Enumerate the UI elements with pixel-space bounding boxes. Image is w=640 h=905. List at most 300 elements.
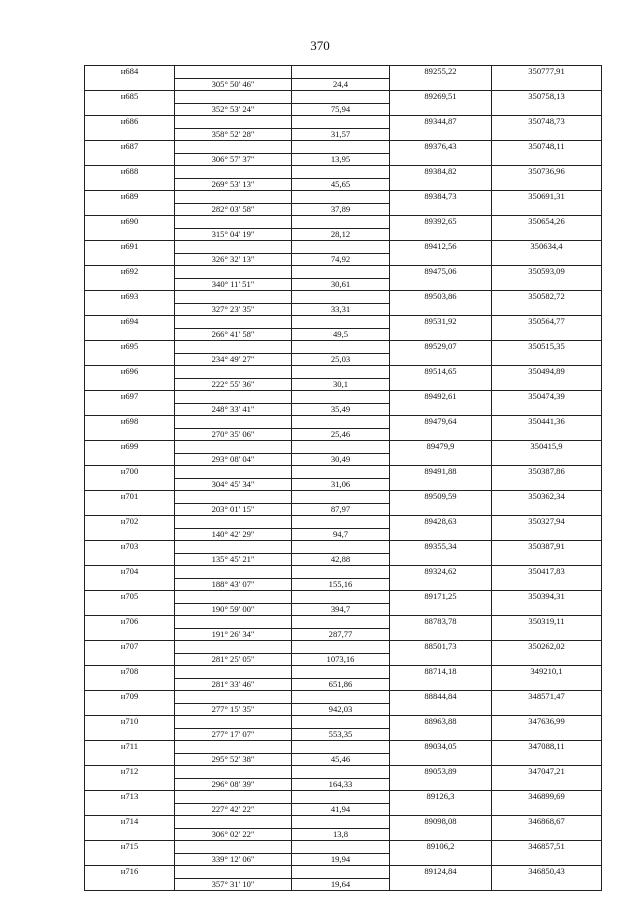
segment-row	[85, 553, 602, 566]
x-coordinate-cell: 89529,07	[390, 341, 492, 354]
empty-cell	[390, 228, 492, 241]
point-name-cell: н707	[85, 641, 175, 654]
segment-row	[85, 528, 602, 541]
empty-cell	[175, 166, 292, 179]
segment-row	[85, 878, 602, 891]
empty-cell	[390, 603, 492, 616]
segment-row	[85, 503, 602, 516]
point-name-cell: н706	[85, 616, 175, 629]
y-coordinate-cell: 350494,89	[492, 366, 602, 379]
direction-angle-cell: 266° 41' 58"	[175, 328, 292, 341]
point-name-cell: н685	[85, 91, 175, 104]
empty-cell	[390, 878, 492, 891]
point-row	[85, 316, 602, 329]
empty-cell	[492, 103, 602, 116]
point-name-cell: н699	[85, 441, 175, 454]
x-coordinate-cell: 89384,82	[390, 166, 492, 179]
empty-cell	[175, 816, 292, 829]
coordinates-table-body	[85, 66, 602, 891]
empty-cell	[85, 853, 175, 866]
direction-angle-cell: 326° 32' 13"	[175, 253, 292, 266]
empty-cell	[85, 553, 175, 566]
empty-cell	[292, 616, 390, 629]
point-row	[85, 516, 602, 529]
empty-cell	[85, 228, 175, 241]
point-name-cell: н713	[85, 791, 175, 804]
x-coordinate-cell: 89269,51	[390, 91, 492, 104]
direction-angle-cell: 295° 52' 38"	[175, 753, 292, 766]
empty-cell	[175, 741, 292, 754]
direction-angle-cell: 352° 53' 24"	[175, 103, 292, 116]
empty-cell	[492, 703, 602, 716]
distance-cell: 87,97	[292, 503, 390, 516]
direction-angle-cell: 305° 50' 46"	[175, 78, 292, 91]
x-coordinate-cell: 89324,62	[390, 566, 492, 579]
y-coordinate-cell: 350327,94	[492, 516, 602, 529]
direction-angle-cell: 296° 08' 39"	[175, 778, 292, 791]
distance-cell: 30,61	[292, 278, 390, 291]
direction-angle-cell: 270° 35' 06"	[175, 428, 292, 441]
point-name-cell: н701	[85, 491, 175, 504]
empty-cell	[292, 241, 390, 254]
empty-cell	[492, 378, 602, 391]
direction-angle-cell: 140° 42' 29"	[175, 528, 292, 541]
empty-cell	[492, 803, 602, 816]
point-row	[85, 816, 602, 829]
empty-cell	[292, 791, 390, 804]
empty-cell	[175, 291, 292, 304]
empty-cell	[390, 403, 492, 416]
distance-cell: 37,89	[292, 203, 390, 216]
empty-cell	[390, 678, 492, 691]
empty-cell	[175, 391, 292, 404]
y-coordinate-cell: 350515,35	[492, 341, 602, 354]
empty-cell	[292, 841, 390, 854]
point-row	[85, 341, 602, 354]
point-name-cell: н693	[85, 291, 175, 304]
point-name-cell: н703	[85, 541, 175, 554]
empty-cell	[292, 666, 390, 679]
direction-angle-cell: 277° 15' 35"	[175, 703, 292, 716]
empty-cell	[292, 341, 390, 354]
empty-cell	[492, 328, 602, 341]
empty-cell	[390, 853, 492, 866]
empty-cell	[175, 541, 292, 554]
empty-cell	[390, 778, 492, 791]
segment-row	[85, 678, 602, 691]
point-row	[85, 416, 602, 429]
empty-cell	[85, 803, 175, 816]
x-coordinate-cell: 89344,87	[390, 116, 492, 129]
segment-row	[85, 128, 602, 141]
point-row	[85, 366, 602, 379]
empty-cell	[492, 503, 602, 516]
point-row	[85, 866, 602, 879]
y-coordinate-cell: 347088,11	[492, 741, 602, 754]
direction-angle-cell: 281° 33' 46"	[175, 678, 292, 691]
empty-cell	[85, 578, 175, 591]
direction-angle-cell: 315° 04' 19"	[175, 228, 292, 241]
empty-cell	[85, 528, 175, 541]
point-name-cell: н711	[85, 741, 175, 754]
point-row	[85, 91, 602, 104]
empty-cell	[292, 91, 390, 104]
empty-cell	[390, 328, 492, 341]
point-name-cell: н697	[85, 391, 175, 404]
empty-cell	[292, 866, 390, 879]
empty-cell	[85, 828, 175, 841]
empty-cell	[390, 453, 492, 466]
segment-row	[85, 203, 602, 216]
direction-angle-cell: 191° 26' 34"	[175, 628, 292, 641]
point-row	[85, 466, 602, 479]
point-row	[85, 241, 602, 254]
x-coordinate-cell: 89255,22	[390, 66, 492, 79]
distance-cell: 25,03	[292, 353, 390, 366]
distance-cell: 94,7	[292, 528, 390, 541]
empty-cell	[492, 203, 602, 216]
empty-cell	[390, 528, 492, 541]
point-name-cell: н714	[85, 816, 175, 829]
empty-cell	[390, 303, 492, 316]
distance-cell: 164,33	[292, 778, 390, 791]
y-coordinate-cell: 349210,1	[492, 666, 602, 679]
empty-cell	[85, 778, 175, 791]
point-name-cell: н688	[85, 166, 175, 179]
segment-row	[85, 328, 602, 341]
empty-cell	[492, 828, 602, 841]
empty-cell	[492, 78, 602, 91]
empty-cell	[85, 78, 175, 91]
distance-cell: 41,94	[292, 803, 390, 816]
point-name-cell: н716	[85, 866, 175, 879]
point-row	[85, 741, 602, 754]
segment-row	[85, 378, 602, 391]
empty-cell	[390, 103, 492, 116]
empty-cell	[390, 378, 492, 391]
point-name-cell: н689	[85, 191, 175, 204]
direction-angle-cell: 327° 23' 35"	[175, 303, 292, 316]
empty-cell	[390, 153, 492, 166]
point-row	[85, 66, 602, 79]
empty-cell	[175, 241, 292, 254]
point-name-cell: н691	[85, 241, 175, 254]
distance-cell: 75,94	[292, 103, 390, 116]
empty-cell	[390, 653, 492, 666]
point-row	[85, 116, 602, 129]
direction-angle-cell: 248° 33' 41"	[175, 403, 292, 416]
y-coordinate-cell: 350748,11	[492, 141, 602, 154]
distance-cell: 74,92	[292, 253, 390, 266]
y-coordinate-cell: 350262,02	[492, 641, 602, 654]
distance-cell: 1073,16	[292, 653, 390, 666]
empty-cell	[492, 628, 602, 641]
point-row	[85, 841, 602, 854]
point-name-cell: н710	[85, 716, 175, 729]
y-coordinate-cell: 350394,31	[492, 591, 602, 604]
direction-angle-cell: 222° 55' 36"	[175, 378, 292, 391]
segment-row	[85, 603, 602, 616]
empty-cell	[292, 216, 390, 229]
distance-cell: 942,03	[292, 703, 390, 716]
segment-row	[85, 78, 602, 91]
point-row	[85, 441, 602, 454]
empty-cell	[492, 303, 602, 316]
empty-cell	[85, 253, 175, 266]
point-name-cell: н704	[85, 566, 175, 579]
point-row	[85, 216, 602, 229]
empty-cell	[85, 328, 175, 341]
empty-cell	[85, 378, 175, 391]
empty-cell	[390, 353, 492, 366]
segment-row	[85, 103, 602, 116]
empty-cell	[85, 428, 175, 441]
empty-cell	[390, 503, 492, 516]
point-row	[85, 391, 602, 404]
empty-cell	[175, 641, 292, 654]
segment-row	[85, 703, 602, 716]
x-coordinate-cell: 89392,65	[390, 216, 492, 229]
point-row	[85, 666, 602, 679]
empty-cell	[85, 278, 175, 291]
empty-cell	[175, 191, 292, 204]
x-coordinate-cell: 89479,64	[390, 416, 492, 429]
x-coordinate-cell: 89531,92	[390, 316, 492, 329]
x-coordinate-cell: 89492,61	[390, 391, 492, 404]
empty-cell	[390, 253, 492, 266]
empty-cell	[292, 366, 390, 379]
empty-cell	[85, 178, 175, 191]
x-coordinate-cell: 88714,18	[390, 666, 492, 679]
empty-cell	[85, 603, 175, 616]
empty-cell	[492, 528, 602, 541]
segment-row	[85, 403, 602, 416]
empty-cell	[492, 403, 602, 416]
empty-cell	[492, 653, 602, 666]
y-coordinate-cell: 348571,47	[492, 691, 602, 704]
empty-cell	[292, 291, 390, 304]
empty-cell	[292, 191, 390, 204]
empty-cell	[292, 491, 390, 504]
distance-cell: 49,5	[292, 328, 390, 341]
direction-angle-cell: 358° 52' 28"	[175, 128, 292, 141]
y-coordinate-cell: 350736,96	[492, 166, 602, 179]
empty-cell	[390, 553, 492, 566]
empty-cell	[175, 516, 292, 529]
empty-cell	[292, 691, 390, 704]
empty-cell	[492, 853, 602, 866]
y-coordinate-cell: 350362,34	[492, 491, 602, 504]
direction-angle-cell: 190° 59' 00"	[175, 603, 292, 616]
empty-cell	[175, 766, 292, 779]
empty-cell	[175, 91, 292, 104]
empty-cell	[175, 841, 292, 854]
empty-cell	[292, 141, 390, 154]
empty-cell	[390, 703, 492, 716]
x-coordinate-cell: 89106,2	[390, 841, 492, 854]
empty-cell	[292, 741, 390, 754]
distance-cell: 28,12	[292, 228, 390, 241]
empty-cell	[175, 116, 292, 129]
empty-cell	[492, 478, 602, 491]
segment-row	[85, 228, 602, 241]
distance-cell: 33,31	[292, 303, 390, 316]
point-row	[85, 641, 602, 654]
empty-cell	[492, 128, 602, 141]
y-coordinate-cell: 346857,51	[492, 841, 602, 854]
segment-row	[85, 753, 602, 766]
distance-cell: 45,65	[292, 178, 390, 191]
y-coordinate-cell: 346899,69	[492, 791, 602, 804]
empty-cell	[390, 78, 492, 91]
empty-cell	[292, 566, 390, 579]
empty-cell	[492, 428, 602, 441]
empty-cell	[492, 228, 602, 241]
empty-cell	[85, 628, 175, 641]
y-coordinate-cell: 350415,9	[492, 441, 602, 454]
page-number: 370	[310, 38, 330, 53]
empty-cell	[175, 716, 292, 729]
distance-cell: 394,7	[292, 603, 390, 616]
distance-cell: 42,88	[292, 553, 390, 566]
empty-cell	[85, 878, 175, 891]
point-row	[85, 166, 602, 179]
y-coordinate-cell: 350691,31	[492, 191, 602, 204]
empty-cell	[492, 728, 602, 741]
distance-cell: 31,06	[292, 478, 390, 491]
distance-cell: 287,77	[292, 628, 390, 641]
direction-angle-cell: 277° 17' 07"	[175, 728, 292, 741]
x-coordinate-cell: 89503,86	[390, 291, 492, 304]
empty-cell	[175, 66, 292, 79]
empty-cell	[292, 516, 390, 529]
empty-cell	[390, 753, 492, 766]
point-name-cell: н686	[85, 116, 175, 129]
empty-cell	[85, 753, 175, 766]
empty-cell	[492, 678, 602, 691]
direction-angle-cell: 339° 12' 06"	[175, 853, 292, 866]
y-coordinate-cell: 350387,91	[492, 541, 602, 554]
empty-cell	[390, 803, 492, 816]
empty-cell	[292, 466, 390, 479]
direction-angle-cell: 203° 01' 15"	[175, 503, 292, 516]
empty-cell	[175, 341, 292, 354]
empty-cell	[175, 316, 292, 329]
distance-cell: 35,49	[292, 403, 390, 416]
point-row	[85, 566, 602, 579]
point-name-cell: н694	[85, 316, 175, 329]
empty-cell	[292, 416, 390, 429]
empty-cell	[390, 628, 492, 641]
y-coordinate-cell: 350758,13	[492, 91, 602, 104]
y-coordinate-cell: 347047,21	[492, 766, 602, 779]
empty-cell	[175, 566, 292, 579]
empty-cell	[85, 678, 175, 691]
empty-cell	[390, 578, 492, 591]
empty-cell	[292, 766, 390, 779]
segment-row	[85, 428, 602, 441]
empty-cell	[492, 578, 602, 591]
empty-cell	[492, 253, 602, 266]
y-coordinate-cell: 347636,99	[492, 716, 602, 729]
direction-angle-cell: 306° 02' 22"	[175, 828, 292, 841]
direction-angle-cell: 188° 43' 07"	[175, 578, 292, 591]
segment-row	[85, 828, 602, 841]
distance-cell: 45,46	[292, 753, 390, 766]
empty-cell	[292, 316, 390, 329]
distance-cell: 155,16	[292, 578, 390, 591]
segment-row	[85, 303, 602, 316]
segment-row	[85, 453, 602, 466]
segment-row	[85, 803, 602, 816]
empty-cell	[85, 103, 175, 116]
empty-cell	[175, 466, 292, 479]
point-row	[85, 491, 602, 504]
segment-row	[85, 628, 602, 641]
point-name-cell: н700	[85, 466, 175, 479]
empty-cell	[292, 541, 390, 554]
empty-cell	[85, 478, 175, 491]
y-coordinate-cell: 350654,26	[492, 216, 602, 229]
x-coordinate-cell: 89412,56	[390, 241, 492, 254]
direction-angle-cell: 269° 53' 13"	[175, 178, 292, 191]
empty-cell	[492, 278, 602, 291]
direction-angle-cell: 227° 42' 22"	[175, 803, 292, 816]
y-coordinate-cell: 350748,73	[492, 116, 602, 129]
x-coordinate-cell: 89479,9	[390, 441, 492, 454]
empty-cell	[85, 728, 175, 741]
x-coordinate-cell: 89098,08	[390, 816, 492, 829]
empty-cell	[292, 441, 390, 454]
y-coordinate-cell: 350319,11	[492, 616, 602, 629]
point-row	[85, 616, 602, 629]
point-name-cell: н712	[85, 766, 175, 779]
empty-cell	[175, 791, 292, 804]
empty-cell	[292, 716, 390, 729]
empty-cell	[292, 66, 390, 79]
x-coordinate-cell: 88963,88	[390, 716, 492, 729]
y-coordinate-cell: 346868,67	[492, 816, 602, 829]
distance-cell: 30,1	[292, 378, 390, 391]
empty-cell	[292, 116, 390, 129]
distance-cell: 553,35	[292, 728, 390, 741]
x-coordinate-cell: 89171,25	[390, 591, 492, 604]
x-coordinate-cell: 89034,05	[390, 741, 492, 754]
point-name-cell: н696	[85, 366, 175, 379]
distance-cell: 19,94	[292, 853, 390, 866]
point-row	[85, 266, 602, 279]
direction-angle-cell: 282° 03' 58"	[175, 203, 292, 216]
x-coordinate-cell: 89491,88	[390, 466, 492, 479]
empty-cell	[390, 828, 492, 841]
distance-cell: 30,49	[292, 453, 390, 466]
empty-cell	[492, 353, 602, 366]
empty-cell	[292, 166, 390, 179]
y-coordinate-cell: 350564,77	[492, 316, 602, 329]
segment-row	[85, 353, 602, 366]
distance-cell: 651,86	[292, 678, 390, 691]
segment-row	[85, 478, 602, 491]
empty-cell	[85, 153, 175, 166]
x-coordinate-cell: 89428,63	[390, 516, 492, 529]
empty-cell	[85, 403, 175, 416]
point-name-cell: н687	[85, 141, 175, 154]
empty-cell	[85, 128, 175, 141]
point-name-cell: н709	[85, 691, 175, 704]
distance-cell: 19,64	[292, 878, 390, 891]
empty-cell	[175, 216, 292, 229]
point-row	[85, 766, 602, 779]
